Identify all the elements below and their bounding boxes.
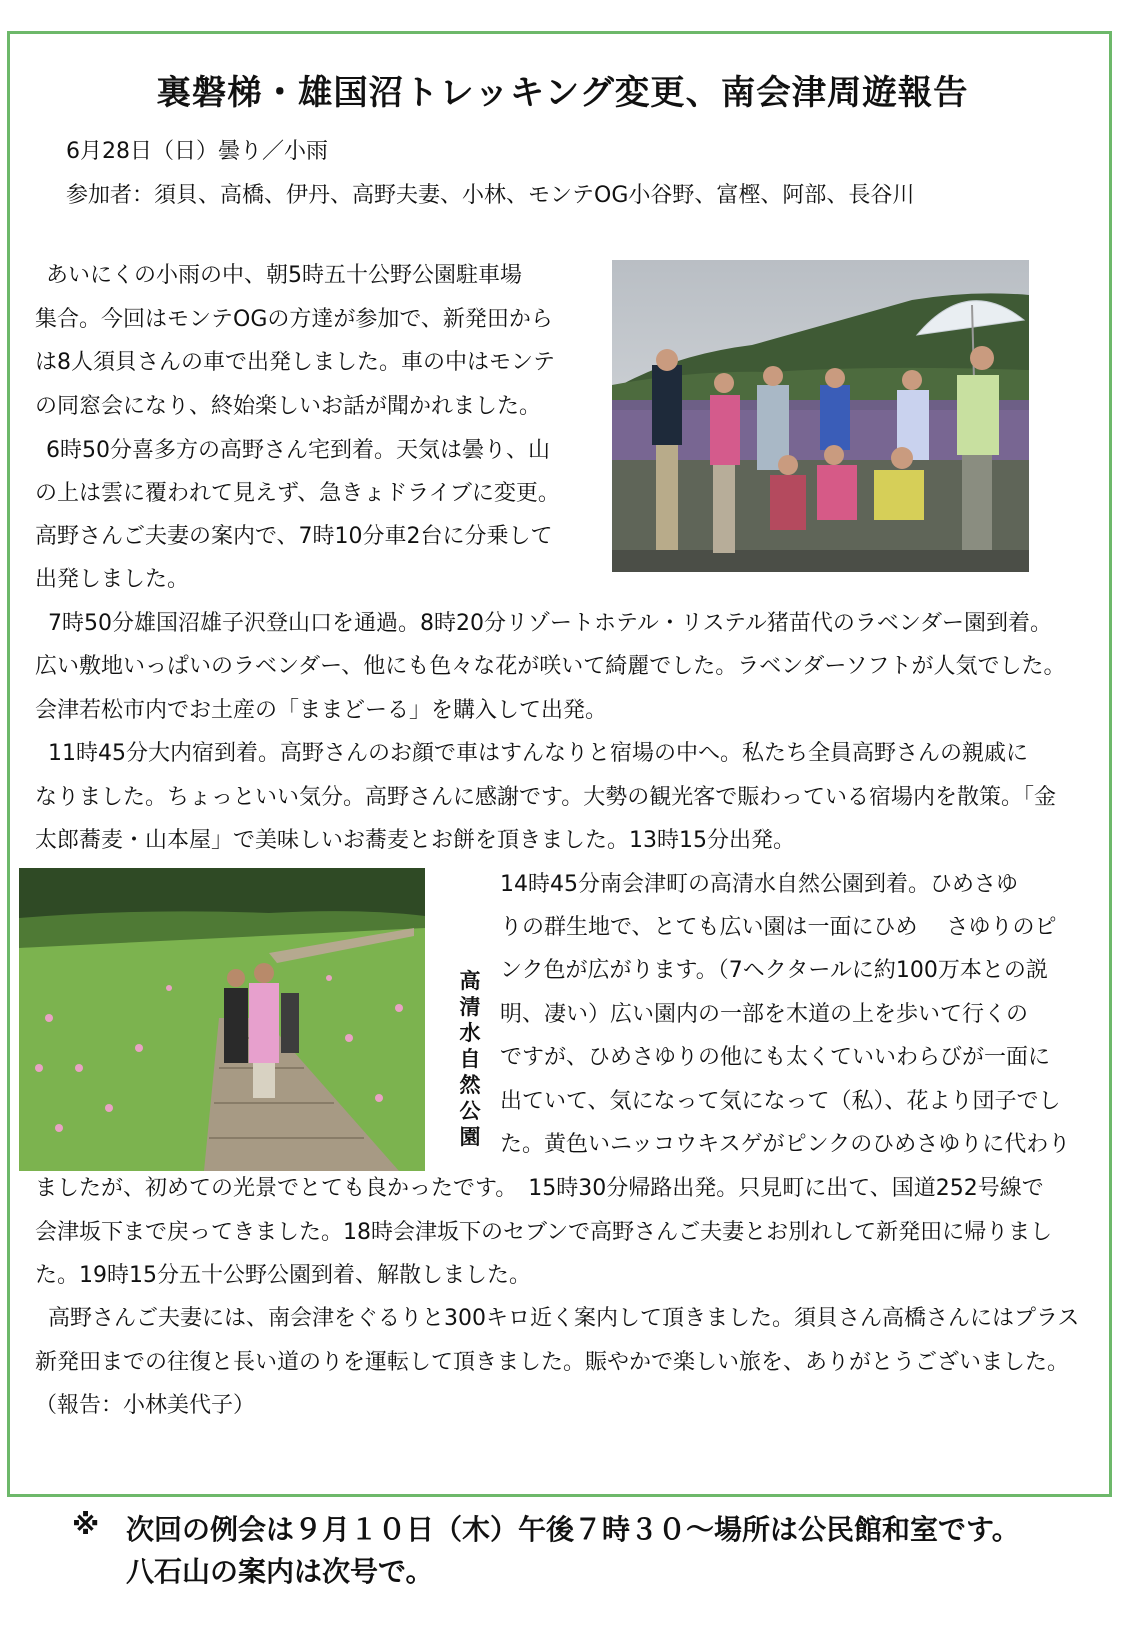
notice-mark: ※ (72, 1508, 100, 1541)
body-line: 6時50分喜多方の高野さん宅到着。天気は曇り、山 (46, 438, 550, 463)
article-title: 裏磐梯・雄国沼トレッキング変更、南会津周遊報告 (156, 73, 969, 113)
next-issue-notice: 八石山の案内は次号で。 (126, 1555, 434, 1588)
participants: 参加者：須貝、高橋、伊丹、高野夫妻、小林、モンテOG小谷野、富樫、阿部、長谷川 (66, 183, 915, 208)
body-line: 高野さんご夫妻には、南会津をぐるりと300キロ近く案内して頂きました。須貝さん高橋さんにはプラス (48, 1306, 1080, 1331)
body-line: あいにくの小雨の中、朝5時五十公野公園駐車場 (46, 263, 522, 288)
body-line: 7時50分雄国沼雄子沢登山口を通過。8時20分リゾートホテル・リステル猪苗代のラベンダー園到着。 (48, 611, 1053, 636)
body-line: なりました。ちょっといい気分。高野さんに感謝です。大勢の観光客で賑わっている宿場内を散策。「金 (35, 785, 1057, 810)
body-line: 新発田までの往復と長い道のりを運転して頂きました。賑やかで楽しい旅を、ありがとうございました。 (35, 1350, 1070, 1375)
body-line: 明、凄い）広い園内の一部を木道の上を歩いて行くの (500, 1002, 1029, 1027)
body-line: 広い敷地いっぱいのラベンダー、他にも色々な花が咲いて綺麗でした。ラベンダーソフトが人気でした。 (35, 654, 1066, 679)
body-line: ましたが、初めての光景でとても良かったです。 15時30分帰路出発。只見町に出て、国道252号線で (35, 1176, 1044, 1201)
photo-caption-takashimizu: 高 清 水 自 然 公 園 (459, 969, 481, 1149)
body-line: 集合。今回はモンテOGの方達が参加で、新発田から (35, 307, 553, 332)
body-line: は8人須貝さんの車で出発しました。車の中はモンテ (35, 350, 555, 375)
next-meeting-notice: 次回の例会は９月１０日（木）午後７時３０～場所は公民館和室です。 (126, 1513, 1020, 1546)
group-photo-lavender (612, 260, 1029, 572)
body-line: 会津坂下まで戻ってきました。18時会津坂下のセブンで高野さんご夫妻とお別れして新発田に帰りまし (35, 1220, 1053, 1245)
body-line: た。黄色いニッコウキスゲがピンクのひめさゆりに代わり (500, 1132, 1071, 1157)
date-weather: 6月28日（日）曇り／小雨 (66, 139, 328, 164)
body-line: 出発しました。 (35, 567, 190, 592)
body-line: 太郎蕎麦・山本屋」で美味しいお蕎麦とお餅を頂きました。13時15分出発。 (35, 828, 795, 853)
body-line: た。19時15分五十公野公園到着、解散しました。 (35, 1263, 531, 1288)
body-line: 14時45分南会津町の高清水自然公園到着。ひめさゆ (500, 872, 1018, 897)
group-photo-boardwalk (19, 868, 425, 1171)
body-line: 11時45分大内宿到着。高野さんのお顔で車はすんなりと宿場の中へ。私たち全員高野さんの親戚に (48, 741, 1028, 766)
body-line: 出ていて、気になって気になって（私）、花より団子でし (500, 1089, 1061, 1114)
body-line: ンク色が広がります。（7ヘクタールに約100万本との説 (500, 958, 1048, 983)
body-line: の上は雲に覆われて見えず、急きょドライブに変更。 (35, 481, 560, 506)
body-line: ですが、ひめさゆりの他にも太くていいわらびが一面に (500, 1045, 1051, 1070)
body-line: 高野さんご夫妻の案内で、7時10分車2台に分乗して (35, 524, 553, 549)
body-line: の同窓会になり、終始楽しいお話が聞かれました。 (35, 394, 542, 419)
reporter-credit: （報告：小林美代子） (35, 1393, 256, 1418)
body-line: りの群生地で、とても広い園は一面にひめ さゆりのピ (500, 915, 1057, 940)
body-line: 会津若松市内でお土産の「ままどーる」を購入して出発。 (35, 698, 608, 723)
